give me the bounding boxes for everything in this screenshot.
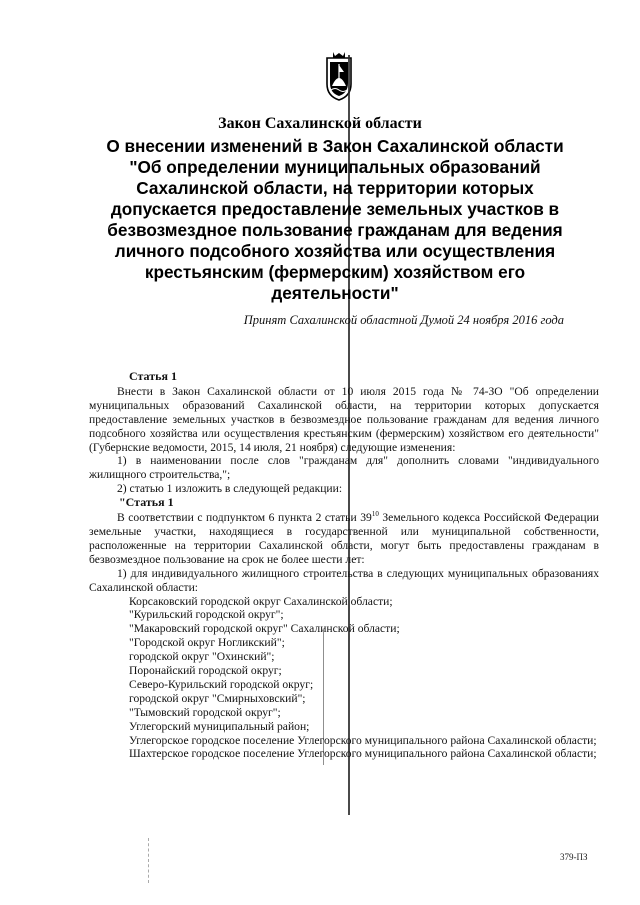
scan-artifact-dash <box>148 838 150 883</box>
list-item: Поронайский городской округ; <box>129 664 282 678</box>
quoted-article-point: 1) для индивидуального жилищного строительства в следующих муниципальных образованиях Сахалинской области: <box>89 566 599 594</box>
paragraph-text: В соответствии с подпунктом 6 пункта 2 статьи 39 <box>117 511 372 525</box>
quoted-article-heading: "Статья 1 <box>119 495 174 510</box>
list-item: Корсаковский городской округ Сахалинской области; <box>129 594 393 608</box>
list-item: городской округ "Охинский"; <box>129 650 275 664</box>
quoted-article-paragraph <box>89 511 599 567</box>
list-item: городской округ "Смирныховский"; <box>129 691 306 705</box>
page-code: 379-ПЗ <box>560 852 588 862</box>
adoption-note: Принят Сахалинской областной Думой 24 ноября 2016 года <box>243 313 564 327</box>
list-item: Шахтерское городское поселение Углегорского муниципального района Сахалинской области; <box>129 747 597 761</box>
list-item: "Курильский городской округ"; <box>129 608 284 622</box>
coat-of-arms-emblem <box>321 50 357 102</box>
law-title: Закон Сахалинской области <box>218 115 422 132</box>
article-heading: Статья 1 <box>129 369 177 383</box>
superscript: 10 <box>371 510 379 519</box>
list-item: Углегорское городское поселение Углегорского муниципального района Сахалинской области; <box>129 733 597 747</box>
amendment-item: 1) в наименовании после слов "гражданам для" дополнить словами "индивидуального жилищного строительства,"; <box>89 454 599 482</box>
list-item: Углегорский муниципальный район; <box>129 719 310 733</box>
paragraph-text: Земельного кодекса Российской Федерации земельные участки, находящиеся в государственной или муниципальной собственности, расположенные на территории Сахалинской области, могут быть предоставлены гражданам в безвозмездное пользование на срок не более шести лет: <box>89 511 600 566</box>
document-body <box>89 370 599 761</box>
list-item: "Городской округ Ногликский"; <box>129 636 285 650</box>
list-item: Северо-Курильский городской округ; <box>129 677 314 691</box>
law-subtitle: О внесении изменений в Закон Сахалинской области "Об определении муниципальных образований Сахалинской области, на территории которых допускается предоставление земельных участков в безвозмездное пользование гражданам для ведения личного подсобного хозяйства или осуществления крестьянским (фермерским) хозяйством его деятельности" <box>106 136 564 303</box>
list-item: "Макаровский городской округ" Сахалинской области; <box>129 622 400 636</box>
list-item: "Тымовский городской округ"; <box>129 705 281 719</box>
article-intro: Внести в Закон Сахалинской области от 10 июля 2015 года № 74-ЗО "Об определении муниципальных образований Сахалинской области, на территории которых допускается предоставление земельных участков в безвозмездное пользование гражданам для ведения личного подсобного хозяйства или осуществления крестьянским (фермерским) хозяйством его деятельности" (Губернские ведомости, 2015, 14 июля, 21 ноября) следующие изменения: <box>89 384 599 454</box>
amendment-item: 2) статью 1 изложить в следующей редакции: <box>117 482 343 496</box>
